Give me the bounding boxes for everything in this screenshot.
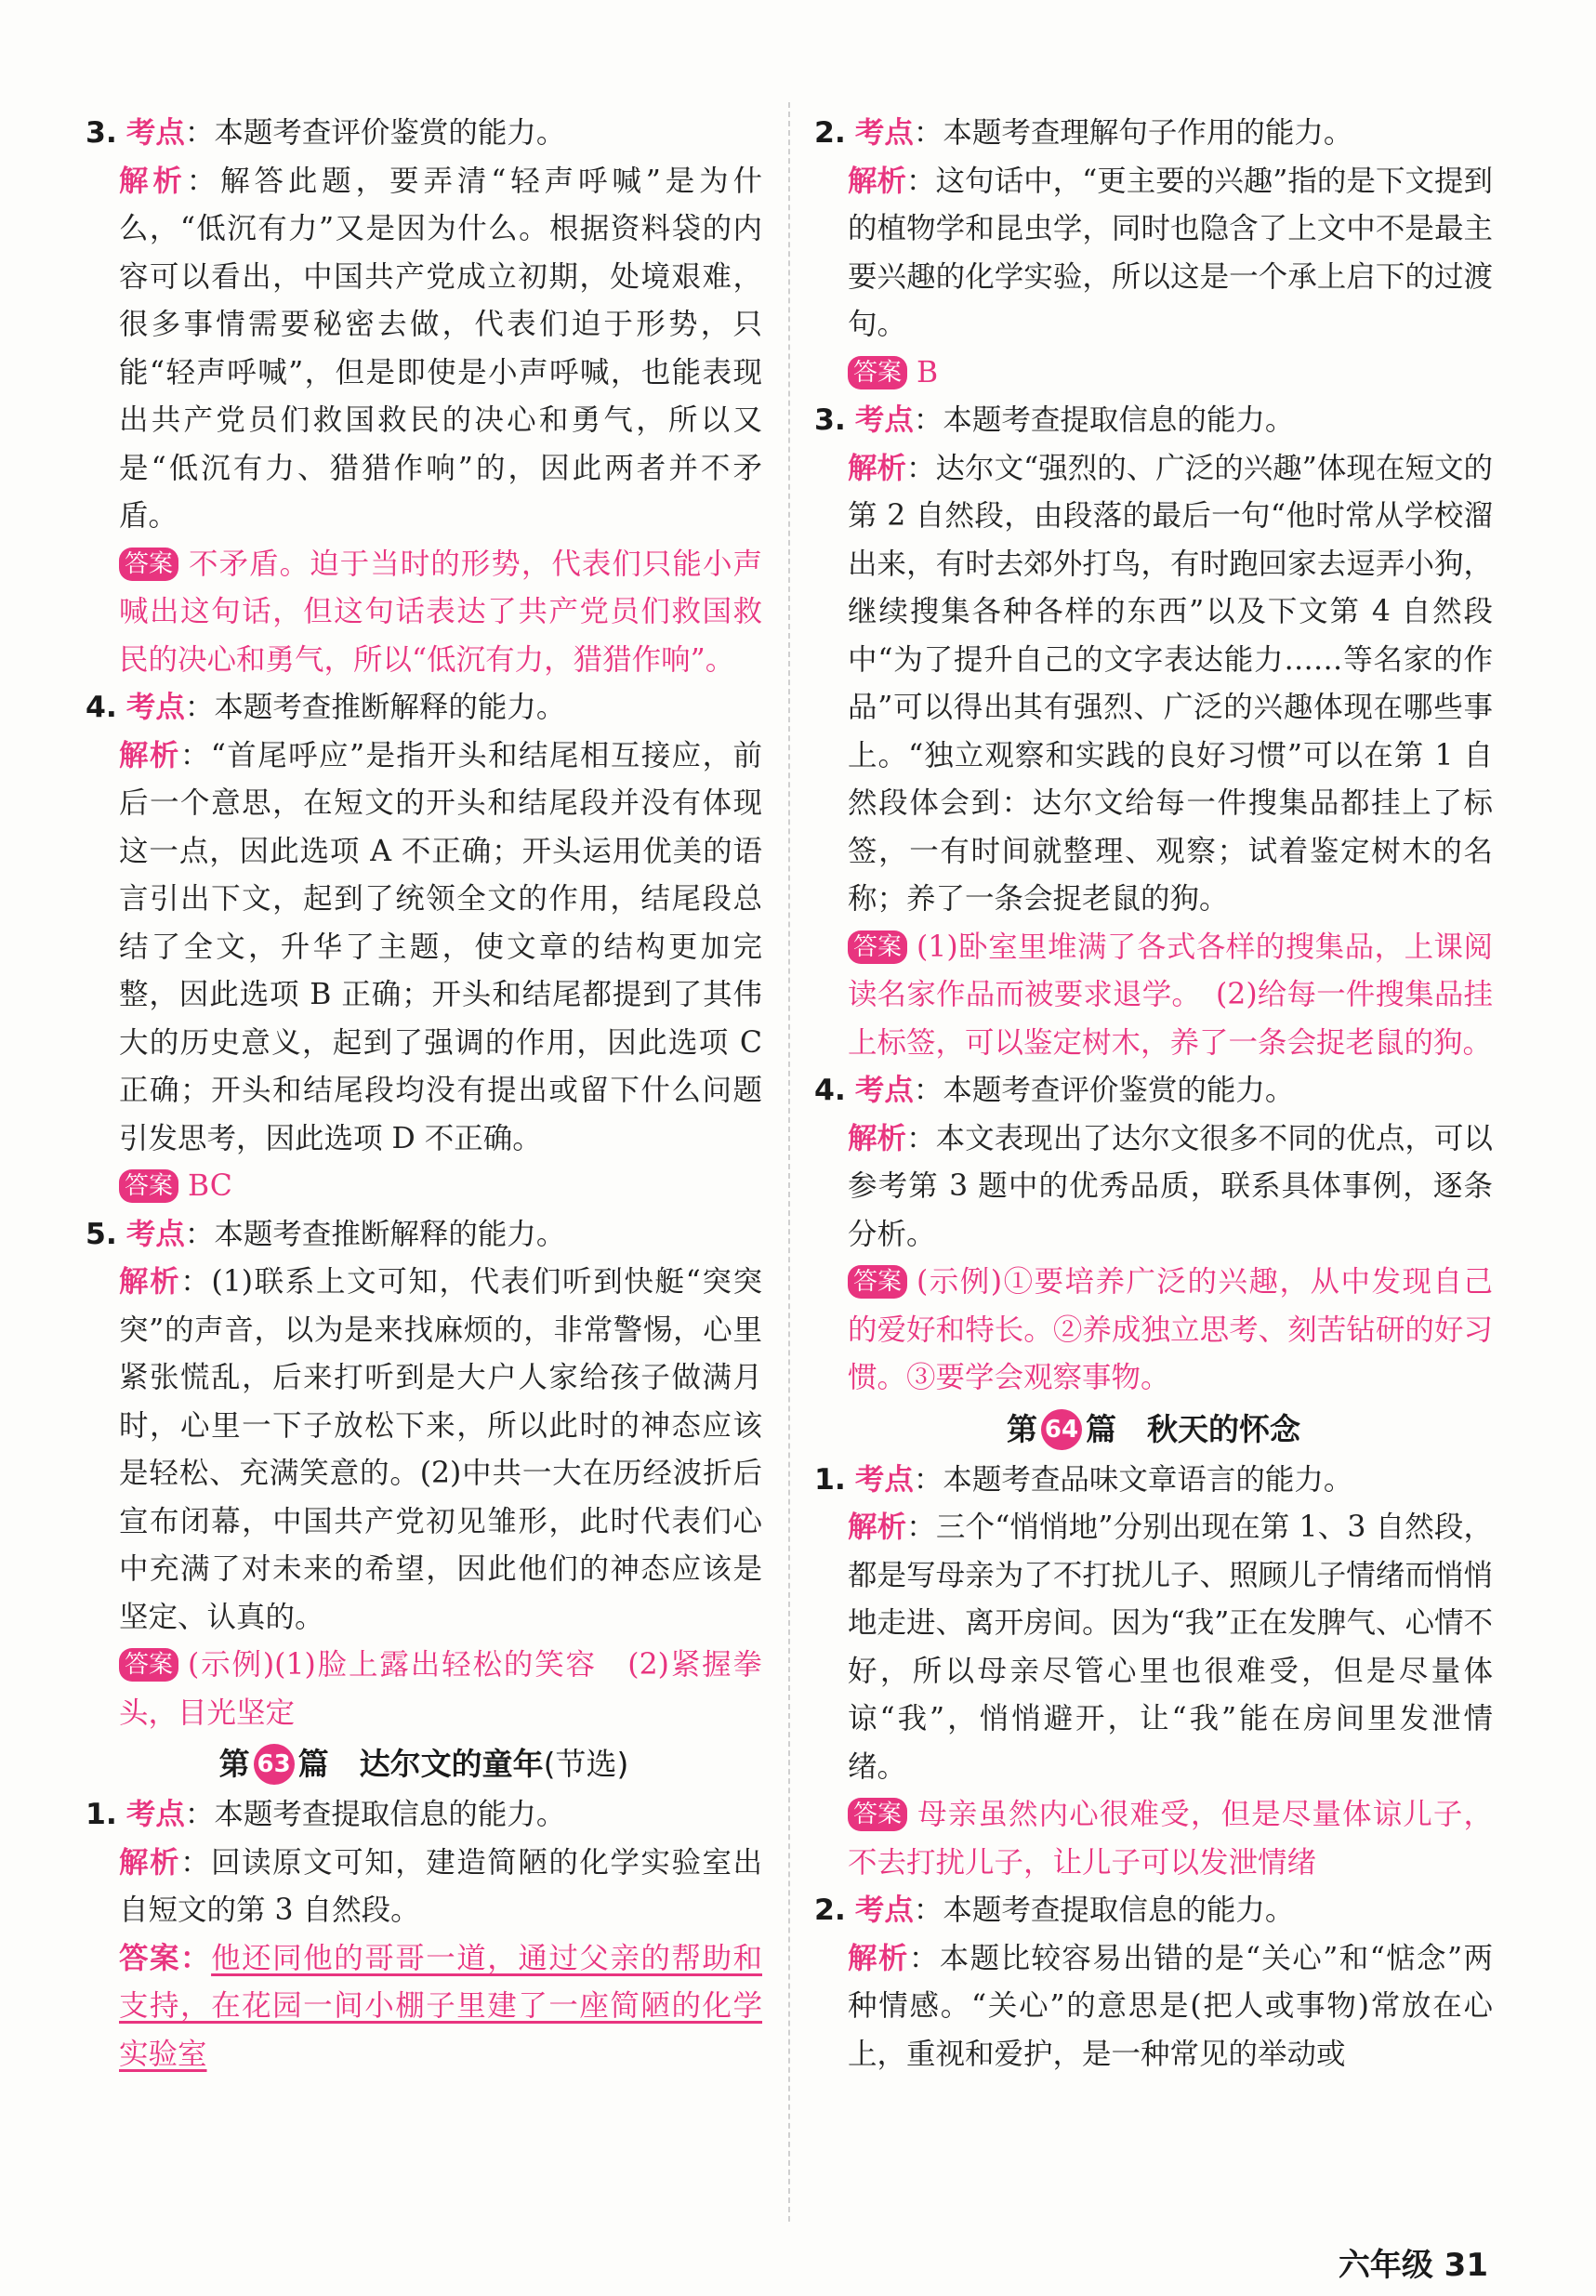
answer-badge: 答案 — [119, 1169, 178, 1203]
question-number: 2. — [814, 116, 846, 150]
answer-badge: 答案 — [119, 1648, 178, 1682]
jiexi-text: ：达尔文“强烈的、广泛的兴趣”体现在短文的第 2 自然段，由段落的最后一句“他时常从学校溜出来，有时去郊外打鸟，有时跑回家去逗弄小狗，继续搜集各种各样的东西”以及下文第 4 自然段中“为了提升自己的文字表达能力……等名家的作品”可以得出其有强烈、广泛的兴趣体现在哪些事上。“独立观察和实践的良好习惯”可以在第 1 自然段体会到：达尔文给每一件搜集品都挂上了标签，一有时间就整理、观察；试着鉴定树木的名称；养了一条会捉老鼠的狗。 — [848, 451, 1493, 916]
kaodian-text: ：本题考查推断解释的能力。 — [184, 1217, 566, 1251]
answer-text: (1)卧室里堆满了各式各样的搜集品，上课阅读名家作品而被要求退学。 (2)给每一件搜集品挂上标签，可以鉴定树木，养了一条会捉老鼠的狗。 — [848, 930, 1493, 1060]
kaodian-text: ：本题考查评价鉴赏的能力。 — [184, 116, 566, 150]
answer-badge: 答案 — [848, 356, 907, 389]
jiexi-text: ：“首尾呼应”是指开头和结尾相互接应，前后一个意思，在短文的开头和结尾段并没有体现这一点，因此选项 A 不正确；开头运用优美的语言引出下文，起到了统领全文的作用，结尾段总结了全文，升华了主题，使文章的结构更加完整，因此选项 B 正确；开头和结尾都提到了其伟大的历史意义，起到了强调的作用，因此选项 C 正确；开头和结尾段均没有提出或留下什么问题引发思考，因此选项 D 不正确。 — [119, 738, 762, 1155]
question-number: 2. — [814, 1894, 846, 1927]
kaodian-text: ：本题考查提取信息的能力。 — [913, 403, 1295, 437]
kaodian-label: 考点 — [854, 1894, 914, 1927]
kaodian-text: ：本题考查理解句子作用的能力。 — [913, 116, 1353, 150]
jiexi-text: ：三个“悄悄地”分别出现在第 1、3 自然段，都是写母亲为了不打扰儿子、照顾儿子情绪而悄悄地走进、离开房间。因为“我”正在发脾气、心情不好，所以母亲尽管心里也很难受，但是尽量体谅“我”，悄悄避开，让“我”能在房间里发泄情绪。 — [848, 1511, 1493, 1784]
kaodian-label: 考点 — [854, 1074, 914, 1107]
jiexi-label: 解析 — [848, 451, 907, 485]
jiexi-label: 解析 — [119, 164, 187, 198]
kaodian-text: ：本题考查评价鉴赏的能力。 — [913, 1074, 1295, 1107]
answer-text: 不矛盾。迫于当时的形势，代表们只能小声喊出这句话，但这句话表达了共产党员们救国救民的决心和勇气，所以“低沉有力，猎猎作响”。 — [119, 547, 762, 677]
question-4 — [86, 684, 762, 1211]
answer-text: B — [917, 355, 939, 389]
jiexi-label: 解析 — [119, 1265, 181, 1299]
jiexi-label: 解析 — [848, 1511, 907, 1544]
question-number: 1. — [86, 1798, 117, 1831]
grade-label: 六年级 — [1338, 2247, 1433, 2284]
kaodian-label: 考点 — [125, 116, 185, 150]
question-number: 3. — [86, 116, 117, 150]
column-divider — [788, 102, 790, 2222]
page-number: 31 — [1444, 2247, 1488, 2284]
section-subtitle: (节选) — [543, 1746, 629, 1782]
answer-text: 母亲虽然内心很难受，但是尽量体谅儿子，不去打扰儿子，让儿子可以发泄情绪 — [848, 1798, 1493, 1880]
kaodian-label: 考点 — [854, 403, 914, 437]
kaodian-label: 考点 — [125, 1798, 185, 1831]
answer-badge: 答案 — [119, 548, 178, 581]
question-3 — [814, 397, 1493, 1067]
answer-label: 答案： — [119, 1941, 212, 1975]
answer-text: BC — [188, 1169, 232, 1203]
jiexi-label: 解析 — [119, 738, 180, 772]
question-3 — [86, 110, 762, 684]
question-4 — [814, 1067, 1493, 1403]
question-2 — [814, 110, 1493, 397]
jiexi-label: 解析 — [848, 164, 907, 198]
section-title-63: 第 63 篇 达尔文的童年(节选) — [86, 1737, 762, 1791]
page-footer — [1339, 2242, 1488, 2289]
answer-badge: 答案 — [848, 1798, 907, 1831]
kaodian-label: 考点 — [125, 691, 185, 724]
jiexi-label: 解析 — [848, 1941, 909, 1975]
answer-text: (示例)①要培养广泛的兴趣，从中发现自己的爱好和特长。②养成独立思考、刻苦钻研的好习惯。③要学会观察事物。 — [848, 1265, 1493, 1394]
kaodian-text: ：本题考查提取信息的能力。 — [184, 1798, 566, 1831]
kaodian-text: ：本题考查推断解释的能力。 — [184, 691, 566, 724]
kaodian-text: ：本题考查品味文章语言的能力。 — [913, 1462, 1353, 1497]
answer-badge: 答案 — [848, 1265, 907, 1299]
jiexi-label: 解析 — [119, 1845, 181, 1880]
right-column — [814, 110, 1493, 2078]
jiexi-text: ：(1)联系上文可知，代表们听到快艇“突突突”的声音，以为是来找麻烦的，非常警惕，心里紧张慌乱，后来打听到是大户人家给孩子做满月时，心里一下子放松下来，所以此时的神态应该是轻松、充满笑意的。(2)中共一大在历经波折后宣布闭幕，中国共产党初见雏形，此时代表们心中充满了对未来的希望，因此他们的神态应该是坚定、认真的。 — [119, 1265, 762, 1634]
left-column — [86, 110, 762, 2078]
kaodian-label: 考点 — [125, 1217, 185, 1251]
jiexi-text: ：本文表现出了达尔文很多不同的优点，可以参考第 3 题中的优秀品质，联系具体事例，逐条分析。 — [848, 1121, 1493, 1251]
jiexi-text: ：本题比较容易出错的是“关心”和“惦念”两种情感。“关心”的意思是(把人或事物)常放在心上，重视和爱护，是一种常见的举动或 — [848, 1941, 1493, 2071]
jiexi-text: ：这句话中，“更主要的兴趣”指的是下文提到的植物学和昆虫学，同时也隐含了上文中不是最主要兴趣的化学实验，所以这是一个承上启下的过渡句。 — [848, 164, 1493, 341]
answer-text: (示例)(1)脸上露出轻松的笑容 (2)紧握拳头，目光坚定 — [119, 1648, 762, 1730]
question-number: 1. — [814, 1462, 846, 1497]
section-number-badge: 64 — [1041, 1409, 1082, 1450]
section-number-badge: 63 — [254, 1744, 295, 1785]
jiexi-text: ：解答此题，要弄清“轻声呼喊”是为什么，“低沉有力”又是因为什么。根据资料袋的内容可以看出，中国共产党成立初期，处境艰难，很多事情需要秘密去做，代表们迫于形势，只能“轻声呼喊”，但是即使是小声呼喊，也能表现出共产党员们救国救民的决心和勇气，所以又是“低沉有力、猎猎作响”的，因此两者并不矛盾。 — [119, 164, 762, 533]
kaodian-label: 考点 — [854, 116, 914, 150]
section64-question-1 — [814, 1457, 1493, 1888]
answer-badge: 答案 — [848, 930, 907, 964]
question-5 — [86, 1211, 762, 1738]
question-number: 4. — [814, 1074, 846, 1107]
jiexi-label: 解析 — [848, 1121, 907, 1155]
question-number: 3. — [814, 403, 846, 437]
question-number: 5. — [86, 1217, 117, 1251]
kaodian-text: ：本题考查提取信息的能力。 — [913, 1894, 1295, 1927]
section64-question-2 — [814, 1887, 1493, 2078]
answer-text: 他还同他的哥哥一道，通过父亲的帮助和支持，在花园一间小棚子里建了一座简陋的化学实验室 — [119, 1941, 762, 2071]
question-number: 4. — [86, 691, 117, 724]
kaodian-label: 考点 — [854, 1462, 914, 1497]
section63-question-1 — [86, 1791, 762, 2078]
jiexi-text: ：回读原文可知，建造简陋的化学实验室出自短文的第 3 自然段。 — [119, 1845, 762, 1927]
section-title-64: 第 64 篇 秋天的怀念 — [814, 1403, 1493, 1457]
